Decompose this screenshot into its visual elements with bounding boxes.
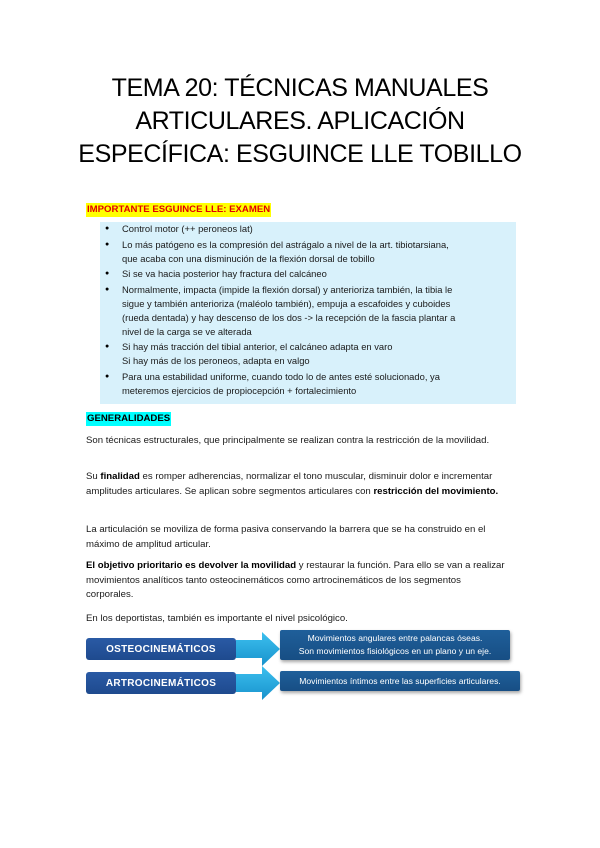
bullet-item [100, 222, 516, 236]
artrocinematicos-pill: ARTROCINEMÁTICOS [86, 672, 236, 694]
text-span: es romper adherencias, normalizar el tono muscular, disminuir dolor e incrementar amplitudes articulares. Se aplican sobre segmentos articulares con [86, 471, 493, 497]
generalidades-label: GENERALIDADES [87, 413, 171, 424]
title-line-3: ESPECÍFICA: ESGUINCE LLE TOBILLO [78, 140, 522, 168]
paragraph-objetivo [86, 559, 506, 603]
bullet-item [100, 354, 516, 368]
paragraph-deportistas: En los deportistas, también es importante el nivel psicológico. [86, 613, 348, 624]
paragraph-finalidad [86, 470, 506, 499]
description-line: Movimientos angulares entre palancas óseas. [307, 633, 483, 643]
arrow-right-icon [236, 632, 280, 666]
bullet-item [100, 340, 516, 354]
title-line-2: ARTICULARES. APLICACIÓN [135, 107, 465, 135]
title-line-1: TEMA 20: TÉCNICAS MANUALES [111, 74, 489, 102]
page-title [40, 72, 560, 171]
osteocinematicos-description [280, 630, 510, 660]
bullet-line: ● Si hay más tracción del tibial anterior, el calcáneo adapta en varo [122, 341, 393, 352]
paragraph-barrera: La articulación se moviliza de forma pasiva conservando la barrera que se ha construido en el máximo de amplitud articular. [86, 524, 486, 550]
arrow-right-icon [236, 666, 280, 700]
bullet-line: ● Lo más patógeno es la compresión del astrágalo a nivel de la art. tibiotarsiana, [122, 238, 449, 250]
bullet-item [100, 283, 516, 339]
bullet-line: ● Normalmente, impacta (impide la flexión dorsal) y anterioriza también, la tibia le [122, 283, 453, 295]
bold-restriccion: restricción del movimiento. [373, 485, 499, 497]
text-span: y restaurar la función. Para ello se van a realizar movimientos analíticos tanto osteocinemáticos como artrocinemáticos de los segmentos corporales. [86, 560, 505, 600]
text-span: Su [86, 471, 101, 482]
bullet-item [100, 267, 516, 281]
description-line: Son movimientos fisiológicos en un plano y un eje. [298, 646, 492, 656]
bold-objetivo: El objetivo prioritario es devolver la movilidad [86, 560, 297, 571]
bullet-line: nivel de la carga se ve alterada [122, 325, 252, 337]
bullet-line: sigue y también anterioriza (maléolo también), empuja a escafoides y cuboides [122, 297, 451, 309]
bullet-item [100, 370, 516, 398]
bullet-list [100, 222, 516, 404]
bullet-line: meteremos ejercicios de propiocepción + fortalecimiento [122, 384, 357, 396]
bullet-item [100, 238, 516, 266]
bullet-line: (rueda dentada) y hay descenso de los dos -> la recepción de la fascia plantar a [122, 311, 456, 323]
artrocinematicos-description: Movimientos íntimos entre las superficies articulares. [280, 671, 520, 691]
osteocinematicos-pill: OSTEOCINEMÁTICOS [86, 638, 236, 660]
paragraph-definition: Son técnicas estructurales, que principalmente se realizan contra la restricción de la movilidad. [86, 435, 490, 446]
bullet-line: ● Control motor (++ peroneos lat) [122, 223, 253, 234]
bullet-line: Si hay más de los peroneos, adapta en valgo [122, 355, 310, 366]
important-label: IMPORTANTE ESGUINCE LLE: EXAMEN [87, 204, 271, 215]
bullet-line: ● Si se va hacia posterior hay fractura del calcáneo [122, 268, 327, 279]
bullet-line: que acaba con una disminución de la flexión dorsal de tobillo [122, 252, 375, 264]
bullet-line: ● Para una estabilidad uniforme, cuando todo lo de antes esté solucionado, ya [122, 370, 440, 382]
bold-finalidad: finalidad [100, 471, 140, 482]
